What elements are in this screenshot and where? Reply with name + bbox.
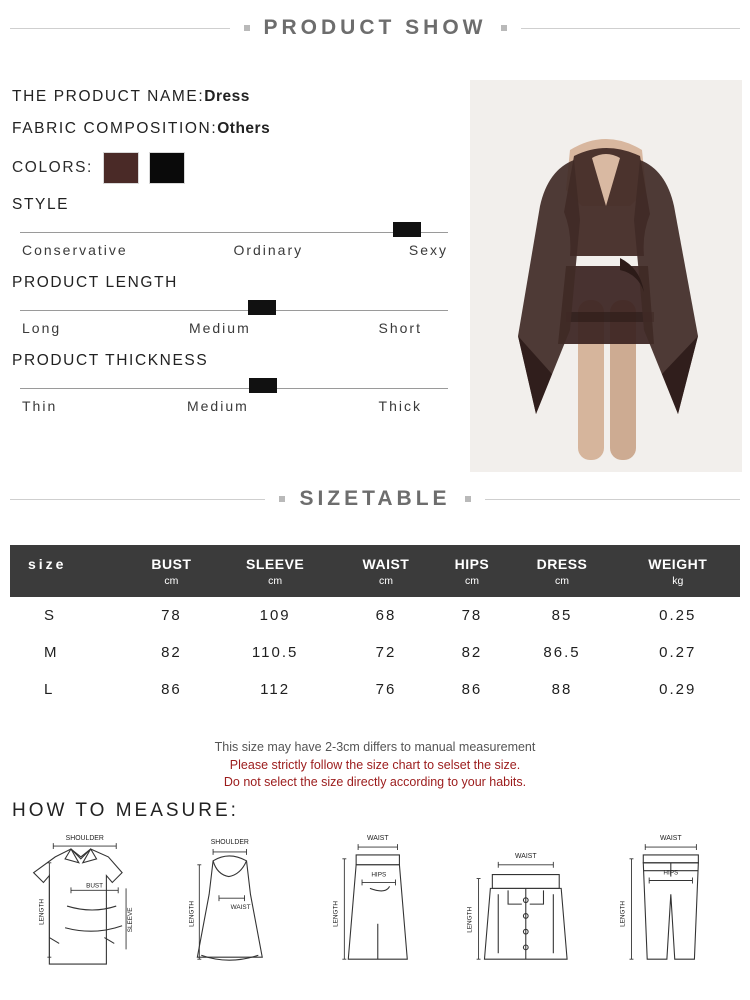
cell-dress: 88 xyxy=(551,681,573,698)
product-thickness-option-1: Medium xyxy=(186,398,249,414)
figure-dress xyxy=(158,828,302,993)
how-to-measure-title: HOW TO MEASURE: xyxy=(12,800,239,821)
cell-sleeve: 112 xyxy=(260,681,291,698)
product-name-label: THE PRODUCT NAME: xyxy=(12,88,205,105)
label-length: LENGTH xyxy=(619,901,627,927)
product-photo-illustration xyxy=(470,80,742,472)
heading-square-right-icon xyxy=(501,25,507,31)
cell-weight: 0.27 xyxy=(659,644,697,661)
size-notes xyxy=(0,740,750,791)
col-header-dress: DRESS xyxy=(536,556,588,572)
cell-bust: 78 xyxy=(161,607,182,624)
figure-long-skirt xyxy=(305,828,449,993)
cell-weight: 0.29 xyxy=(659,681,697,698)
unit-bust: cm xyxy=(164,575,179,587)
sizetable-rule-left xyxy=(10,499,265,500)
cell-size: M xyxy=(44,644,58,661)
style-scale-marker xyxy=(393,222,421,237)
product-show-heading xyxy=(10,16,740,40)
measure-figures xyxy=(10,828,744,993)
col-header-weight: WEIGHT xyxy=(648,556,708,572)
label-shoulder: SHOULDER xyxy=(210,839,249,847)
size-table-element xyxy=(10,545,740,708)
label-hips: HIPS xyxy=(663,869,679,877)
col-header-hips: HIPS xyxy=(454,556,490,572)
product-specs xyxy=(12,88,462,430)
colors-label: COLORS: xyxy=(12,159,93,176)
label-length: LENGTH xyxy=(38,899,46,925)
unit-weight: kg xyxy=(672,575,684,587)
cell-waist: 76 xyxy=(375,681,397,698)
product-thickness-option-0: Thin xyxy=(22,398,58,414)
label-waist: WAIST xyxy=(230,904,251,912)
dress-diagram-icon xyxy=(158,828,302,993)
product-length-scale-marker xyxy=(248,300,276,315)
product-length-scale-title: PRODUCT LENGTH xyxy=(12,274,178,291)
cell-dress: 86.5 xyxy=(543,644,581,661)
label-waist: WAIST xyxy=(367,835,389,843)
cell-sleeve: 110.5 xyxy=(251,644,299,661)
color-swatch-black[interactable] xyxy=(149,152,185,184)
pants-diagram-icon xyxy=(600,828,744,993)
product-show-title: PRODUCT SHOW xyxy=(263,16,487,39)
style-option-0: Conservative xyxy=(22,242,128,258)
figure-pants xyxy=(600,828,744,993)
style-option-1: Ordinary xyxy=(233,242,304,258)
label-shoulder: SHOULDER xyxy=(65,835,104,843)
fabric-composition-line xyxy=(12,120,462,138)
unit-size xyxy=(10,574,129,597)
cell-waist: 68 xyxy=(375,607,397,624)
size-note-1: This size may have 2-3cm differs to manual measurement xyxy=(214,740,536,754)
cell-bust: 82 xyxy=(161,644,182,661)
cell-dress: 85 xyxy=(551,607,573,624)
product-thickness-scale-bar xyxy=(20,388,448,389)
mini-skirt-diagram-icon xyxy=(453,828,597,993)
table-row xyxy=(10,597,740,634)
sizetable-rule-right xyxy=(485,499,740,500)
product-length-option-1: Medium xyxy=(188,320,251,336)
cell-weight: 0.25 xyxy=(659,607,697,624)
label-waist: WAIST xyxy=(660,835,682,843)
style-scale-bar xyxy=(20,232,448,233)
label-sleeve: SLEEVE xyxy=(126,907,134,933)
style-scale xyxy=(12,196,462,258)
table-row xyxy=(10,634,740,671)
product-length-scale-labels xyxy=(12,320,462,336)
product-length-scale-bar xyxy=(20,310,448,311)
fabric-label: FABRIC COMPOSITION: xyxy=(12,120,218,137)
shirt-diagram-icon xyxy=(10,828,154,993)
size-table-body xyxy=(10,597,740,708)
size-table-unit-row xyxy=(10,574,740,597)
cell-hips: 86 xyxy=(461,681,483,698)
size-table-head xyxy=(10,545,740,597)
table-row xyxy=(10,671,740,708)
colors-row xyxy=(12,152,462,184)
cell-waist: 72 xyxy=(375,644,397,661)
fabric-value: Others xyxy=(217,120,271,137)
unit-waist: cm xyxy=(378,575,393,587)
product-length-scale xyxy=(12,274,462,336)
style-option-2: Sexy xyxy=(408,242,448,258)
col-header-bust: BUST xyxy=(151,556,192,572)
sizetable-heading xyxy=(10,487,740,511)
cell-size: L xyxy=(44,681,54,698)
label-length: LENGTH xyxy=(466,906,474,933)
col-header-sleeve: SLEEVE xyxy=(246,556,305,572)
sizetable-square-left-icon xyxy=(279,496,285,502)
figure-shirt xyxy=(10,828,154,993)
cell-hips: 82 xyxy=(461,644,483,661)
size-note-3: Do not select the size directly according to your habits. xyxy=(223,774,527,789)
product-thickness-scale-marker xyxy=(249,378,277,393)
heading-square-left-icon xyxy=(244,25,250,31)
product-photo xyxy=(470,80,742,472)
cell-size: S xyxy=(44,607,56,624)
style-scale-title: STYLE xyxy=(12,196,70,213)
product-name-line xyxy=(12,88,462,106)
product-length-option-2: Short xyxy=(378,320,422,336)
label-length: LENGTH xyxy=(188,901,196,927)
product-length-option-0: Long xyxy=(22,320,62,336)
cell-sleeve: 109 xyxy=(259,607,291,624)
label-waist: WAIST xyxy=(514,852,537,860)
label-bust: BUST xyxy=(86,882,104,890)
col-header-waist: WAIST xyxy=(362,556,410,572)
unit-hips: cm xyxy=(464,575,479,587)
heading-rule-right xyxy=(521,28,741,29)
long-skirt-diagram-icon xyxy=(305,828,449,993)
cell-hips: 78 xyxy=(461,607,483,624)
sizetable-square-right-icon xyxy=(465,496,471,502)
size-table-header-row xyxy=(10,545,740,574)
label-length: LENGTH xyxy=(332,901,340,927)
unit-dress: cm xyxy=(555,575,570,587)
product-name-value: Dress xyxy=(204,88,250,105)
sizetable-title: SIZETABLE xyxy=(299,487,451,510)
color-swatch-dark-brown[interactable] xyxy=(103,152,139,184)
size-note-2: Please strictly follow the size chart to selset the size. xyxy=(229,758,521,772)
col-header-size: size xyxy=(28,556,67,572)
size-table xyxy=(10,545,740,708)
product-thickness-scale xyxy=(12,352,462,414)
figure-mini-skirt xyxy=(453,828,597,993)
product-thickness-scale-labels xyxy=(12,398,462,414)
unit-sleeve: cm xyxy=(268,575,283,587)
cell-bust: 86 xyxy=(161,681,182,698)
heading-rule-left xyxy=(10,28,230,29)
product-thickness-scale-title: PRODUCT THICKNESS xyxy=(12,352,209,369)
product-thickness-option-2: Thick xyxy=(378,398,422,414)
style-scale-labels xyxy=(12,242,462,258)
label-hips: HIPS xyxy=(371,871,387,879)
